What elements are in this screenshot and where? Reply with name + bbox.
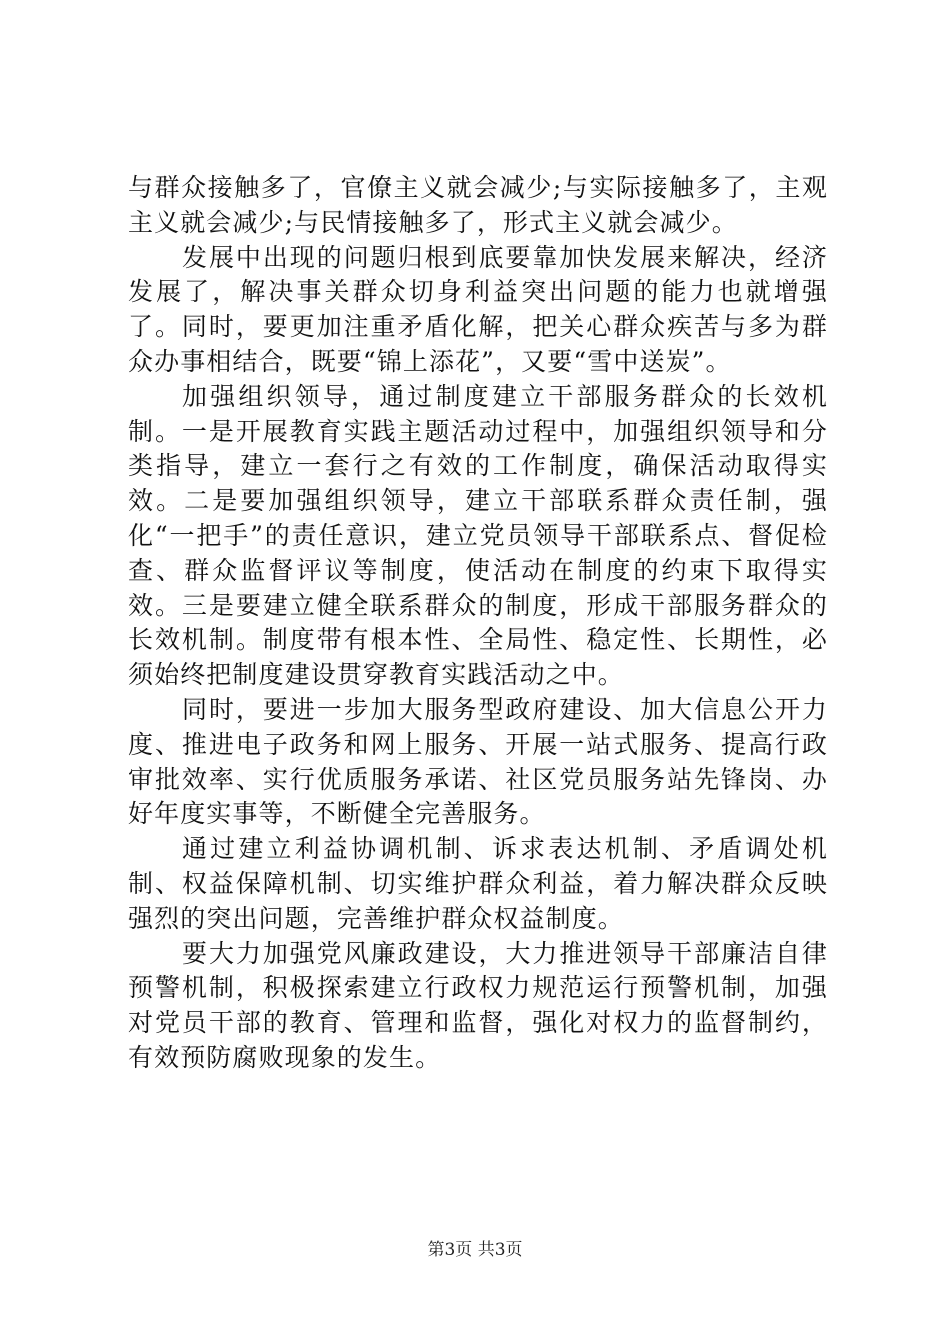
page-footer: 第3页 共3页 [427, 1240, 523, 1260]
paragraph-2: 发展中出现的问题归根到底要靠加快发展来解决，经济发展了，解决事关群众切身利益突出问题的能力也就增强了。同时，要更加注重矛盾化解，把关心群众疾苦与多为群众办事相结合，既要“锦上添花”，又要“雪中送炭”。 [128, 242, 828, 376]
document-body [128, 171, 828, 1076]
paragraph-6: 要大力加强党风廉政建设，大力推进领导干部廉洁自律预警机制，积极探索建立行政权力规范运行预警机制，加强对党员干部的教育、管理和监督，强化对权力的监督制约，有效预防腐败现象的发生。 [128, 938, 828, 1072]
paragraph-1: 与群众接触多了，官僚主义就会减少;与实际接触多了，主观主义就会减少;与民情接触多了，形式主义就会减少。 [128, 173, 828, 237]
paragraph-5: 通过建立利益协调机制、诉求表达机制、矛盾调处机制、权益保障机制、切实维护群众利益，着力解决群众反映强烈的突出问题，完善维护群众权益制度。 [128, 834, 828, 933]
paragraph-4: 同时，要进一步加大服务型政府建设、加大信息公开力度、推进电子政务和网上服务、开展一站式服务、提高行政审批效率、实行优质服务承诺、社区党员服务站先锋岗、办好年度实事等，不断健全完善服务。 [128, 694, 828, 829]
paragraph-3: 加强组织领导，通过制度建立干部服务群众的长效机制。一是开展教育实践主题活动过程中，加强组织领导和分类指导，建立一套行之有效的工作制度，确保活动取得实效。二是要加强组织领导，建立干部联系群众责任制，强化“一把手”的责任意识，建立党员领导干部联系点、督促检查、群众监督评议等制度，使活动在制度的约束下取得实效。三是要建立健全联系群众的制度，形成干部服务群众的长效机制。制度带有根本性、全局性、稳定性、长期性，必须始终把制度建设贯穿教育实践活动之中。 [128, 381, 828, 690]
